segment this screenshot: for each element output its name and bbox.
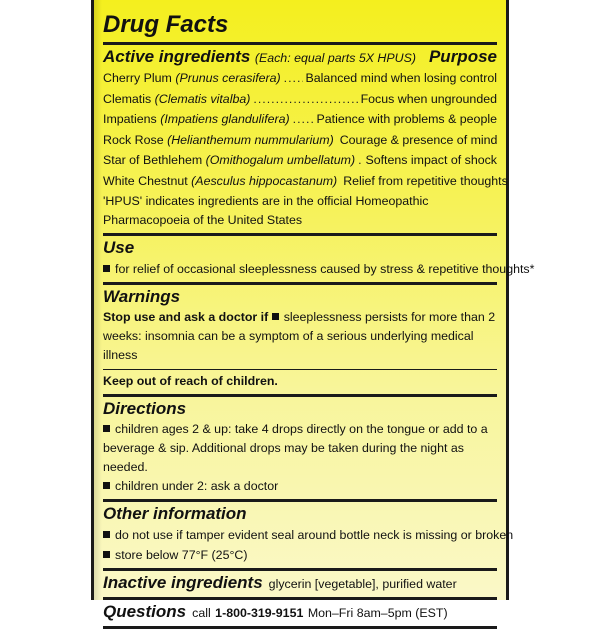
warnings-heading: Warnings xyxy=(103,287,181,306)
leader-dots xyxy=(293,109,314,130)
bullet-square-icon xyxy=(103,531,110,538)
stop-use-text xyxy=(103,308,497,365)
other-item-text: store below 77°F (25°C) xyxy=(115,548,248,562)
ingredient-latin: (Aesculus hippocastanum) xyxy=(191,173,338,188)
ingredient-name: White Chestnut xyxy=(103,173,188,188)
ingredient-purpose: Softens impact of shock xyxy=(365,153,497,167)
directions-item xyxy=(103,477,497,496)
directions-heading: Directions xyxy=(103,399,187,418)
ingredient-latin: (Clematis vitalba) xyxy=(154,91,251,106)
inactive-ingredients-heading: Inactive ingredients xyxy=(103,573,263,592)
keep-out-text: Keep out of reach of children. xyxy=(103,374,278,388)
ingredient-latin: (Prunus cerasifera) xyxy=(175,71,281,85)
other-information-section xyxy=(103,502,514,568)
use-item xyxy=(103,259,535,279)
warnings-section xyxy=(103,285,497,394)
hpus-note: 'HPUS' indicates ingredients are in the official Homeopathic Pharmacopoeia of the United States xyxy=(103,194,429,227)
ingredient-purpose: Courage & presence of mind xyxy=(339,132,498,147)
directions-section xyxy=(103,397,497,499)
inactive-ingredients-section xyxy=(103,571,497,597)
other-information-heading: Other information xyxy=(103,504,247,523)
stop-use-detail: sleeplessness persists for more than 2 weeks: insomnia can be a symptom of a serious underlying medical illness xyxy=(103,310,496,362)
ingredient-row xyxy=(103,130,497,151)
purpose-heading: Purpose xyxy=(428,47,497,66)
ingredient-latin: (Impatiens glandulifera) xyxy=(160,112,290,126)
directions-item xyxy=(103,420,497,477)
bullet-square-icon xyxy=(103,551,110,558)
ingredient-latin: (Omithogalum umbellatum) xyxy=(205,153,356,167)
inactive-ingredients-text: glycerin [vegetable], purified water xyxy=(268,577,457,591)
use-item-text: for relief of occasional sleeplessness caused by stress & repetitive thoughts* xyxy=(115,262,535,276)
ingredient-purpose: Focus when ungrounded xyxy=(360,91,497,106)
ingredient-row xyxy=(103,89,497,110)
active-ingredients-section xyxy=(103,45,508,233)
drug-facts-panel xyxy=(91,0,535,621)
other-item xyxy=(103,545,497,565)
leader-dots xyxy=(284,68,303,89)
bullet-square-icon xyxy=(272,313,279,320)
divider xyxy=(103,369,497,370)
stop-use-label: Stop use and ask a doctor if xyxy=(103,310,269,324)
directions-item-text: children ages 2 & up: take 4 drops directly on the tongue or add to a beverage & sip. Additional drops may be taken during the night as needed. xyxy=(103,422,488,474)
ingredient-purpose: Patience with problems & people xyxy=(316,112,497,126)
ingredient-purpose: Balanced mind when losing control xyxy=(305,71,497,85)
ingredient-row xyxy=(103,150,497,171)
use-section xyxy=(103,236,535,282)
questions-heading: Questions xyxy=(103,602,187,621)
ingredient-latin: (Helianthemum nummularium) xyxy=(167,132,334,147)
bullet-square-icon xyxy=(103,425,110,432)
ingredient-row xyxy=(103,171,508,192)
ingredient-name: Clematis xyxy=(103,91,152,106)
questions-hours: Mon–Fri 8am–5pm (EST) xyxy=(307,606,448,620)
active-ingredients-header xyxy=(103,46,497,68)
questions-call-label: call xyxy=(192,606,211,620)
use-heading: Use xyxy=(103,238,135,257)
other-item xyxy=(103,525,514,545)
ingredient-name: Rock Rose xyxy=(103,132,164,147)
drug-facts-content xyxy=(103,0,535,629)
directions-item-text: children under 2: ask a doctor xyxy=(115,479,279,493)
leader-dots xyxy=(253,89,357,110)
ingredient-name: Impatiens xyxy=(103,112,157,126)
panel-left-shade xyxy=(94,0,102,600)
bullet-square-icon xyxy=(103,482,110,489)
questions-section xyxy=(103,600,497,626)
other-item-text: do not use if tamper evident seal around bottle neck is missing or broken xyxy=(115,528,514,542)
ingredient-purpose: Relief from repetitive thoughts xyxy=(343,173,508,188)
phone-number-link[interactable]: 1-800-319-9151 xyxy=(215,606,304,620)
active-ingredients-heading: Active ingredients xyxy=(103,47,251,66)
ingredient-row xyxy=(103,68,497,89)
ingredient-row xyxy=(103,109,497,130)
ingredient-name: Cherry Plum xyxy=(103,71,172,85)
ingredient-name: Star of Bethlehem xyxy=(103,153,203,167)
leader-dots xyxy=(358,150,362,171)
bullet-square-icon xyxy=(103,265,110,272)
active-ingredients-note: (Each: equal parts 5X HPUS) xyxy=(254,51,416,65)
drug-facts-title: Drug Facts xyxy=(103,11,229,38)
